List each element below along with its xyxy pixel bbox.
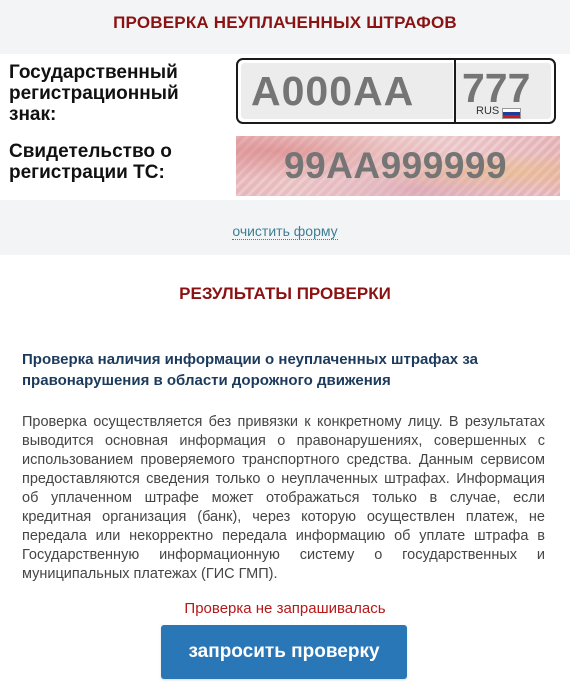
search-form xyxy=(0,0,570,255)
check-description: Проверка осуществляется без привязки к конкретному лицу. В результатах выводится основная информация о правонарушениях, совершенных с использованием проверяемого транспортного средства. Данным сервисом предоставляются сведения только о неуплаченных штрафах. Информация об уплаченном штрафе может отображаться только в случае, если кредитная организация (банк), через которую осуществлен платеж, не передала или некорректно передала информацию об уплате штрафа в Государственную информационную систему о государственных и муниципальных платежах (ГИС ГМП). xyxy=(22,414,545,582)
plate-country-code: RUS xyxy=(476,105,500,117)
plate-number-input[interactable] xyxy=(251,69,446,113)
sts-input[interactable] xyxy=(284,144,549,188)
plate-label: Государственный регистрационный знак: xyxy=(9,62,179,125)
plate-number-box xyxy=(241,63,453,119)
sts-field xyxy=(236,136,560,196)
request-check-button[interactable]: запросить проверку xyxy=(161,625,407,679)
form-title: ПРОВЕРКА НЕУПЛАЧЕННЫХ ШТРАФОВ xyxy=(113,13,457,32)
plate-region-input[interactable] xyxy=(462,67,547,109)
clear-form-container xyxy=(0,223,570,241)
license-plate xyxy=(236,58,556,124)
results-title: РЕЗУЛЬТАТЫ ПРОВЕРКИ xyxy=(179,284,391,303)
sts-label: Свидетельство о регистрации ТС: xyxy=(9,141,172,183)
check-status: Проверка не запрашивалась xyxy=(184,600,386,617)
clear-form-link[interactable]: очистить форму xyxy=(232,223,338,239)
check-heading: Проверка наличия информации о неуплаченных штрафах за правонарушения в области дорожного движения xyxy=(22,351,478,389)
russia-flag-icon xyxy=(502,108,521,119)
